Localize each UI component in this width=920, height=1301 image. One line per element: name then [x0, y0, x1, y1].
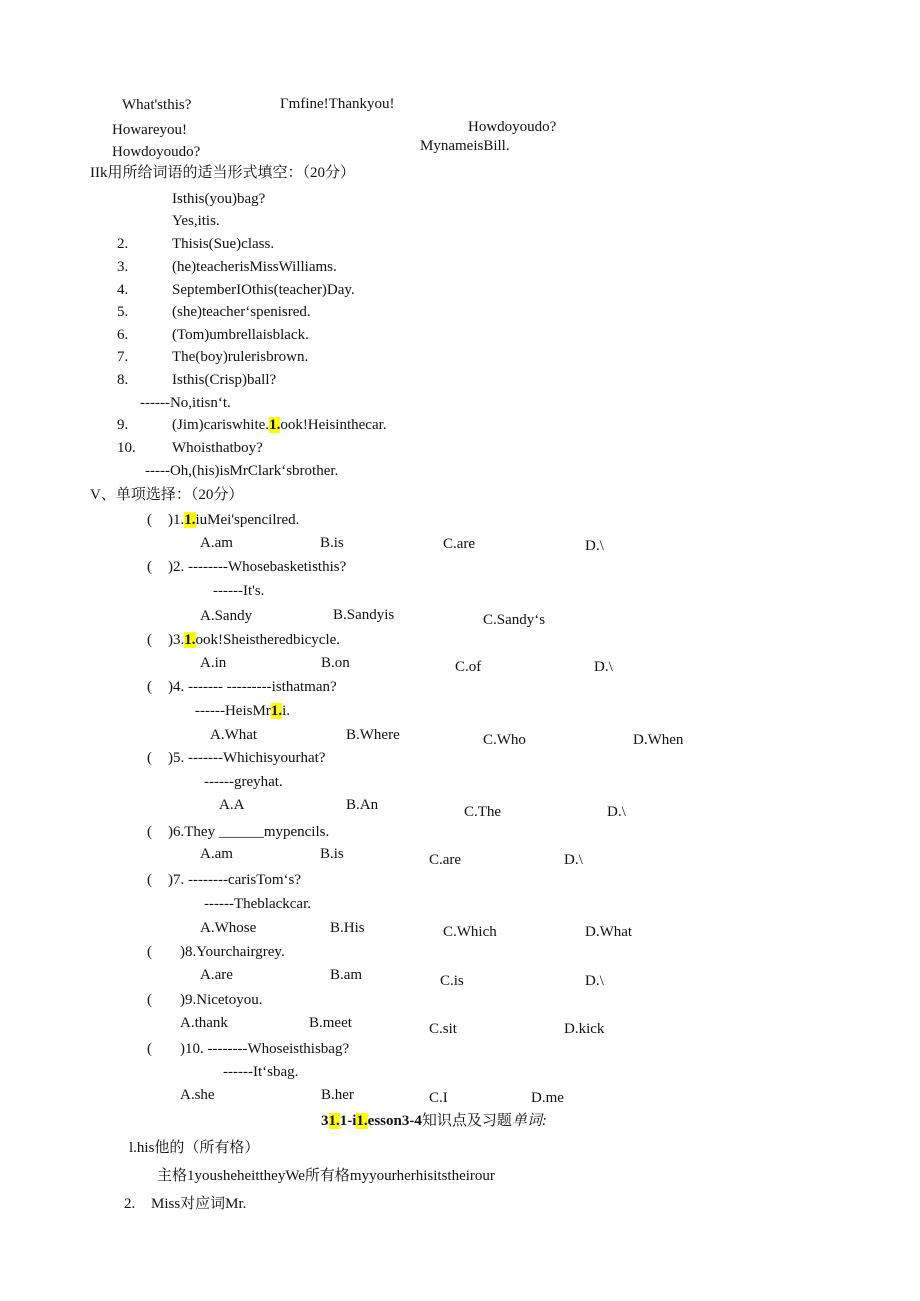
mc-q1-stem-post: iuMei'spencilred.: [195, 512, 300, 528]
mc-q3-option-b: B.on: [321, 655, 350, 671]
mc-q5-paren: (: [147, 750, 152, 766]
mc-q9-option-d: D.kick: [564, 1021, 605, 1037]
vocab-line-2: 主格1yousheheittheyWe所有格myyourherhisitstheirour: [157, 1168, 495, 1184]
mc-q3-stem-pre: )3.: [168, 632, 185, 648]
mc-q9-stem: )9.Nicetoyou.: [180, 992, 263, 1008]
dialogue-whats-this: What'sthis?: [122, 97, 192, 113]
mc-q4-option-c: C.Who: [483, 732, 526, 748]
lesson-heading-mid-2: esson3-4: [367, 1113, 422, 1129]
mc-q7-option-b: B.His: [330, 920, 365, 936]
mc-q8-option-c: C.is: [440, 973, 464, 989]
mc-q4-paren: (: [147, 679, 152, 695]
fill-item-1b: Yes,itis.: [172, 213, 220, 229]
mc-q4-answer: [195, 702, 290, 720]
mc-q5-option-d: D.\: [607, 804, 626, 820]
mc-q2-paren: (: [147, 559, 152, 575]
mc-q10-option-d: D.me: [531, 1090, 564, 1106]
mc-q2-stem: )2. --------Whosebasketisthis?: [168, 559, 347, 575]
mc-q10-paren: (: [147, 1041, 152, 1057]
mc-q1-option-d: D.\: [585, 538, 604, 554]
lesson-heading-mid-1: 1-i: [339, 1113, 357, 1129]
section-5-title: V、单项选择：（20分）: [90, 487, 244, 503]
mc-q1-option-a: A.am: [200, 535, 233, 551]
mc-q4-answer-pre: ------HeisMr: [195, 703, 271, 719]
mc-q7-option-d: D.What: [585, 924, 633, 940]
mc-q1-paren: (: [147, 512, 152, 528]
mc-q6-paren: (: [147, 824, 152, 840]
mc-q2-option-b: B.Sandyis: [333, 607, 395, 623]
fill-item-9: [172, 416, 387, 434]
mc-q6-option-c: C.are: [429, 852, 462, 868]
fill-item-7: The(boy)rulerisbrown.: [172, 349, 309, 365]
mc-q10-answer: ------It‘sbag.: [223, 1064, 299, 1080]
mc-q6-option-a: A.am: [200, 846, 233, 862]
mc-q10-option-c: C.I: [429, 1090, 448, 1106]
vocab-line-3-num: 2.: [124, 1196, 136, 1212]
fill-item-num-7: 7.: [117, 349, 129, 365]
lesson-heading-highlight-2: 1.: [356, 1113, 368, 1129]
mc-q8-option-a: A.are: [200, 967, 233, 983]
mc-q9-paren: (: [147, 992, 152, 1008]
mc-q5-option-b: B.An: [346, 797, 379, 813]
dialogue-my-name: MynameisBill.: [420, 138, 510, 154]
mc-q1-highlight: 1.: [184, 512, 196, 528]
mc-q7-answer: ------Theblackcar.: [204, 896, 312, 912]
mc-q3-option-d: D.\: [594, 659, 613, 675]
mc-q1-stem: [168, 511, 299, 529]
mc-q4-option-d: D.When: [633, 732, 684, 748]
fill-item-3: (he)teacherisMissWilliams.: [172, 259, 337, 275]
lesson-heading-italic: 单词:: [511, 1113, 547, 1129]
lesson-heading-highlight-1: 1.: [328, 1113, 340, 1129]
mc-q8-paren: (: [147, 944, 152, 960]
mc-q6-option-d: D.\: [564, 852, 583, 868]
dialogue-im-fine: Γmfine!Thankyou!: [280, 96, 395, 112]
mc-q8-option-d: D.\: [585, 973, 604, 989]
mc-q10-option-b: B.her: [321, 1087, 354, 1103]
fill-item-num-9: 9.: [117, 417, 129, 433]
mc-q1-option-c: C.are: [443, 536, 476, 552]
mc-q4-answer-highlight: 1.: [270, 703, 283, 719]
fill-item-num-8: 8.: [117, 372, 129, 388]
mc-q3-stem-post: ook!Sheistheredbicycle.: [195, 632, 341, 648]
fill-item-9-pre: (Jim)cariswhite.: [172, 417, 270, 433]
mc-q5-option-c: C.The: [464, 804, 502, 820]
lesson-heading-pre: 3: [321, 1113, 329, 1129]
mc-q3-paren: (: [147, 632, 152, 648]
lesson-heading: [321, 1112, 547, 1130]
fill-item-10-answer: -----Oh,(his)isMrClark‘sbrother.: [145, 463, 339, 479]
mc-q5-answer: ------greyhat.: [204, 774, 283, 790]
mc-q4-answer-post: i.: [282, 703, 290, 719]
mc-q3-highlight: 1.: [184, 632, 196, 648]
fill-item-num-10: 10.: [117, 440, 136, 456]
vocab-line-3: Miss对应词Mr.: [151, 1196, 247, 1212]
dialogue-how-are-you: Howareyou!: [112, 122, 187, 138]
dialogue-how-do-you-do-left: Howdoyoudo?: [112, 144, 201, 160]
fill-item-9-post: ook!Heisinthecar.: [280, 417, 387, 433]
fill-item-8-answer: ------No,itisn‘t.: [140, 395, 231, 411]
section-3-title: IIk用所给词语的适当形式填空：（20分）: [90, 165, 355, 181]
mc-q4-option-a: A.What: [210, 727, 258, 743]
fill-item-num-6: 6.: [117, 327, 129, 343]
mc-q4-option-b: B.Where: [346, 727, 400, 743]
mc-q6-option-b: B.is: [320, 846, 344, 862]
mc-q8-stem: )8.Yourchairgrey.: [180, 944, 285, 960]
mc-q3-option-c: C.of: [455, 659, 482, 675]
fill-item-4: SeptemberIOthis(teacher)Day.: [172, 282, 355, 298]
fill-item-9-highlight: 1.: [269, 417, 281, 433]
mc-q4-stem: )4. ------- ---------isthatman?: [168, 679, 337, 695]
mc-q5-stem: )5. -------Whichisyourhat?: [168, 750, 326, 766]
mc-q1-option-b: B.is: [320, 535, 344, 551]
vocab-line-1: l.his他的（所有格）: [129, 1140, 260, 1156]
mc-q8-option-b: B.am: [330, 967, 363, 983]
fill-item-5: (she)teacher‘spenisred.: [172, 304, 311, 320]
mc-q9-option-b: B.meet: [309, 1015, 352, 1031]
mc-q9-option-c: C.sit: [429, 1021, 457, 1037]
fill-item-10: Whoisthatboy?: [172, 440, 263, 456]
mc-q5-option-a: A.A: [219, 797, 245, 813]
lesson-heading-cn: 知识点及习题: [421, 1113, 512, 1129]
mc-q10-stem: )10. --------Whoseisthisbag?: [180, 1041, 350, 1057]
fill-item-1a: Isthis(you)bag?: [172, 191, 266, 207]
fill-item-num-2: 2.: [117, 236, 129, 252]
fill-item-6: (Tom)umbrellaisblack.: [172, 327, 309, 343]
fill-item-num-4: 4.: [117, 282, 129, 298]
mc-q7-option-c: C.Which: [443, 924, 497, 940]
mc-q6-stem: )6.They ______mypencils.: [168, 824, 330, 840]
mc-q2-option-c: C.Sandy‘s: [483, 612, 546, 628]
fill-item-num-5: 5.: [117, 304, 129, 320]
mc-q3-option-a: A.in: [200, 655, 227, 671]
dialogue-how-do-you-do-right: Howdoyoudo?: [468, 119, 557, 135]
fill-item-8: Isthis(Crisp)ball?: [172, 372, 277, 388]
fill-item-num-3: 3.: [117, 259, 129, 275]
fill-item-2: Thisis(Sue)class.: [172, 236, 275, 252]
mc-q3-stem: [168, 631, 340, 649]
mc-q7-option-a: A.Whose: [200, 920, 257, 936]
mc-q7-stem: )7. --------carisTom‘s?: [168, 872, 302, 888]
mc-q2-answer: ------It's.: [213, 583, 265, 599]
mc-q9-option-a: A.thank: [180, 1015, 228, 1031]
mc-q7-paren: (: [147, 872, 152, 888]
mc-q1-stem-pre: )1.: [168, 512, 185, 528]
mc-q2-option-a: A.Sandy: [200, 608, 253, 624]
mc-q10-option-a: A.she: [180, 1087, 215, 1103]
